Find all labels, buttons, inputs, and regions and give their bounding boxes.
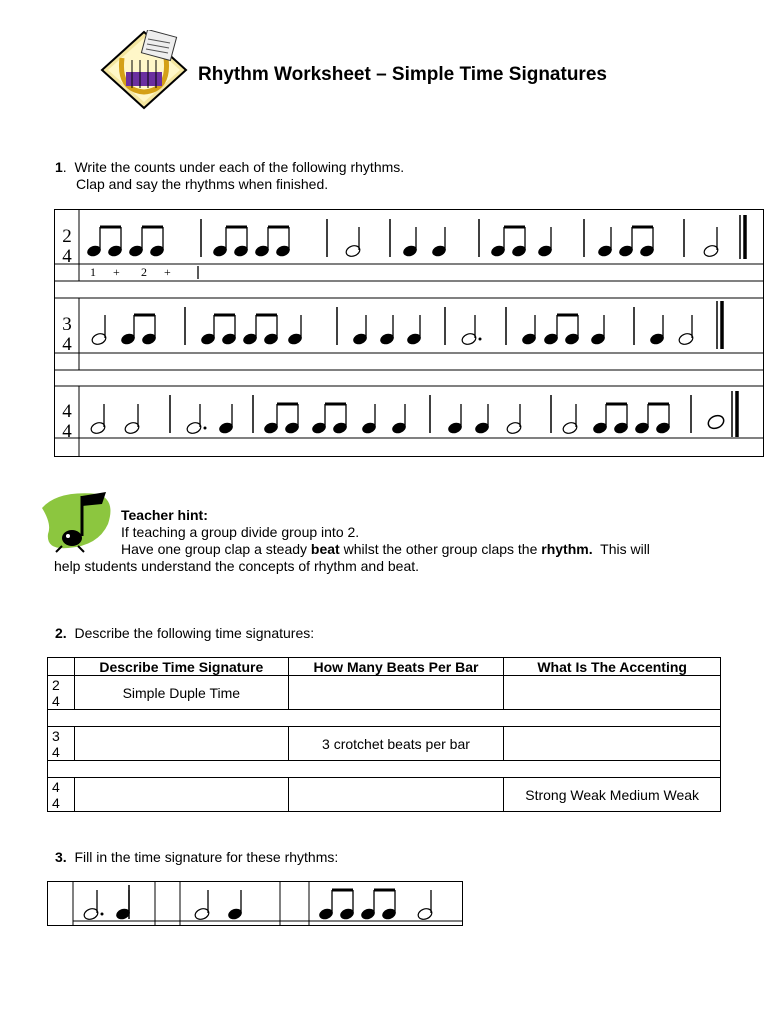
teacher-hint-line3: help students understand the concepts of rhythm and beat. <box>54 558 420 574</box>
table-row <box>48 676 721 710</box>
row-time-signature: 4 4 <box>48 778 75 812</box>
teacher-hint-rhythm: rhythm. <box>541 541 593 557</box>
teacher-hint-line2e: This will <box>592 541 650 557</box>
row3-time-signature <box>56 402 78 442</box>
header-describe: Describe Time Signature <box>74 658 288 676</box>
teacher-hint <box>54 507 754 575</box>
cell-beats[interactable]: 3 crotchet beats per bar <box>288 727 504 761</box>
question-2 <box>55 625 314 642</box>
example-count-plus-2: + <box>164 265 171 279</box>
row3-ts-top: 4 <box>62 401 72 422</box>
table-spacer-row <box>48 710 721 727</box>
page-title: Rhythm Worksheet – Simple Time Signatures <box>198 64 607 85</box>
teacher-hint-line2a: Have one group clap a steady <box>121 541 311 557</box>
row1-ts-top: 2 <box>62 226 72 247</box>
semibreve-note <box>706 413 726 431</box>
row-time-signature: 2 4 <box>48 676 75 710</box>
time-signature-table <box>47 657 721 812</box>
table-row <box>48 727 721 761</box>
question-3-text: Fill in the time signature for these rhythms: <box>74 849 339 865</box>
question-3 <box>55 849 338 866</box>
teacher-hint-beat: beat <box>310 541 340 557</box>
cell-describe[interactable] <box>74 778 288 812</box>
teacher-hint-line2c: whilst the other group claps the <box>339 541 542 557</box>
q3-staves <box>47 881 463 927</box>
header-beats: How Many Beats Per Bar <box>288 658 504 676</box>
example-count-2: 2 <box>141 265 147 279</box>
teacher-hint-line1: If teaching a group divide group into 2. <box>121 524 360 540</box>
cell-accenting[interactable] <box>504 676 721 710</box>
row3-ts-bottom: 4 <box>62 421 72 442</box>
table-spacer-row <box>48 761 721 778</box>
cell-describe[interactable]: Simple Duple Time <box>74 676 288 710</box>
row2-ts-bottom: 4 <box>62 334 72 355</box>
lyre-logo <box>100 30 188 110</box>
question-1-number: 1 <box>55 159 63 175</box>
fill-time-signature-box <box>47 881 463 927</box>
cell-beats[interactable] <box>288 778 504 812</box>
example-count-1: 1 <box>90 265 96 279</box>
question-2-number: 2. <box>55 625 67 641</box>
row1-time-signature <box>56 227 78 267</box>
question-1: 1. Write the counts under each of the following rhythms. Clap and say the rhythms when finished. <box>55 159 405 192</box>
row-time-signature: 3 4 <box>48 727 75 761</box>
row2-ts-top: 3 <box>62 314 72 335</box>
teacher-hint-heading: Teacher hint: <box>121 507 208 523</box>
question-2-text: Describe the following time signatures: <box>74 625 315 641</box>
example-count-plus-1: + <box>113 265 120 279</box>
cell-accenting[interactable]: Strong Weak Medium Weak <box>504 778 721 812</box>
table-row <box>48 778 721 812</box>
cell-accenting[interactable] <box>504 727 721 761</box>
question-1-line1: Write the counts under each of the following rhythms. <box>74 159 405 175</box>
row2-time-signature <box>56 315 78 355</box>
cell-describe[interactable] <box>74 727 288 761</box>
question-3-number: 3. <box>55 849 67 865</box>
table-header-row <box>48 658 721 676</box>
rhythm-staves <box>54 209 764 457</box>
header-accenting: What Is The Accenting <box>504 658 721 676</box>
cell-beats[interactable] <box>288 676 504 710</box>
row1-ts-bottom: 4 <box>62 246 72 267</box>
rhythm-exercise-box <box>54 209 764 457</box>
question-1-line2: Clap and say the rhythms when finished. <box>76 176 329 192</box>
